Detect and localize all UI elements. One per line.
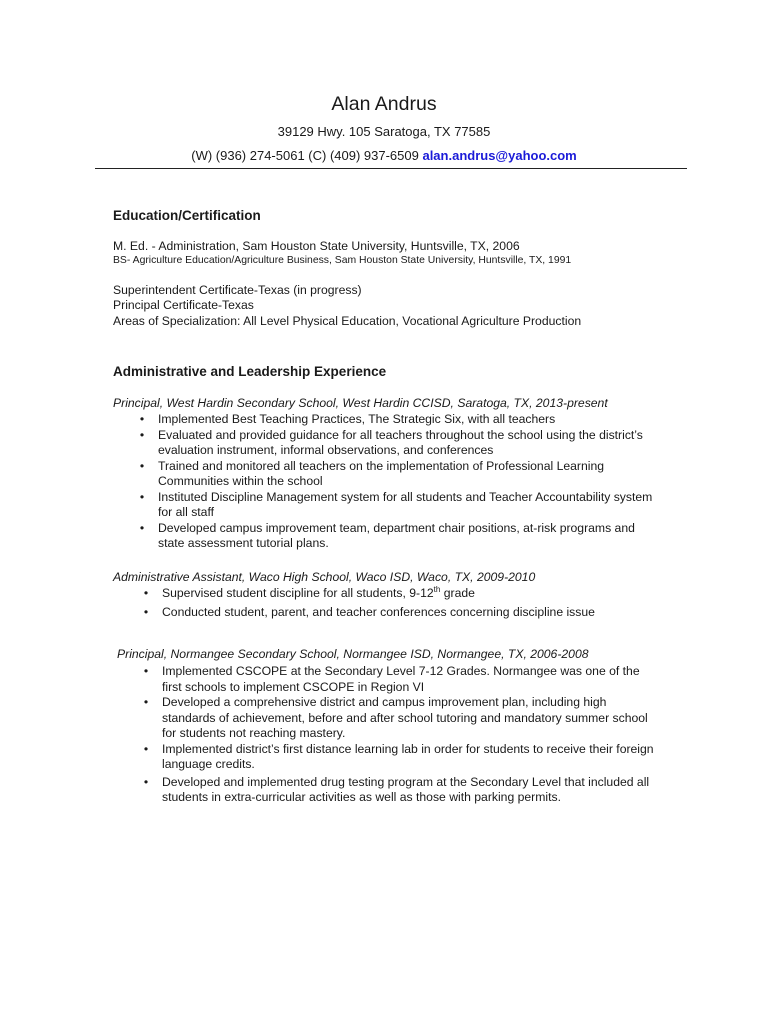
bullet-icon: • [143,604,149,619]
email-link[interactable]: alan.andrus@yahoo.com [422,148,577,163]
job-1-bullets [132,412,662,552]
list-item: • Trained and monitored all teachers on the implementation of Professional Learning Communities within the school [132,459,662,490]
degree-2: BS- Agriculture Education/Agriculture Business, Sam Houston State University, Huntsville, TX, 1991 [113,255,572,266]
bullet-icon: • [139,520,145,535]
list-item: • Supervised student discipline for all students, 9-12th grade [136,586,656,602]
list-item: • Implemented Best Teaching Practices, The Strategic Six, with all teachers [132,412,662,428]
list-item: • Developed campus improvement team, department chair positions, at-risk programs and state assessment tutorial plans. [132,521,662,552]
bullet-icon: • [143,774,149,789]
list-item: • Evaluated and provided guidance for all teachers throughout the school using the district’s evaluation instrument, informal observations, and conferences [132,428,662,459]
phone-numbers: (W) (936) 274-5061 (C) (409) 937-6509 [191,148,419,163]
bullet-icon: • [139,489,145,504]
address: 39129 Hwy. 105 Saratoga, TX 77585 [277,124,491,139]
list-item: • Developed a comprehensive district and campus improvement plan, including high standards of achievement, before and after school tutoring and mandatory summer school for students not reaching mastery. [136,695,656,742]
education-heading: Education/Certification [113,208,261,223]
job-title-2: Administrative Assistant, Waco High School, Waco ISD, Waco, TX, 2009-2010 [113,570,536,584]
list-item: • Conducted student, parent, and teacher conferences concerning discipline issue [136,605,656,621]
specialization: Areas of Specialization: All Level Physical Education, Vocational Agriculture Production [113,314,582,328]
bullet-icon: • [143,695,149,709]
list-item: • Implemented CSCOPE at the Secondary Level 7-12 Grades. Normangee was one of the first schools to implement CSCOPE in Region VI [136,664,656,695]
list-item: • Instituted Discipline Management system for all students and Teacher Accountability system for all staff [132,490,662,521]
certification-2: Principal Certificate-Texas [113,298,254,312]
job-title-1: Principal, West Hardin Secondary School, West Hardin CCISD, Saratoga, TX, 2013-present [113,396,608,410]
bullet-icon: • [143,741,149,756]
list-item: • Implemented district’s first distance learning lab in order for students to receive their foreign language credits. [136,742,656,773]
job-title-3: Principal, Normangee Secondary School, Normangee ISD, Normangee, TX, 2006-2008 [117,647,589,661]
bullet-icon: • [143,586,149,600]
list-item: • Developed and implemented drug testing program at the Secondary Level that included all students in extra-curricular activities as well as those with parking permits. [136,775,656,806]
contact-line [0,148,768,163]
job-2-bullets [136,586,656,620]
experience-heading: Administrative and Leadership Experience [113,364,387,379]
job-3-bullets [136,664,656,806]
bullet-icon: • [143,664,149,678]
degree-1: M. Ed. - Administration, Sam Houston State University, Huntsville, TX, 2006 [113,239,520,253]
bullet-icon: • [139,412,145,426]
candidate-name: Alan Andrus [331,93,437,115]
bullet-icon: • [139,427,145,442]
header-divider [95,168,687,169]
bullet-icon: • [139,458,145,473]
certification-1: Superintendent Certificate-Texas (in progress) [113,283,362,297]
